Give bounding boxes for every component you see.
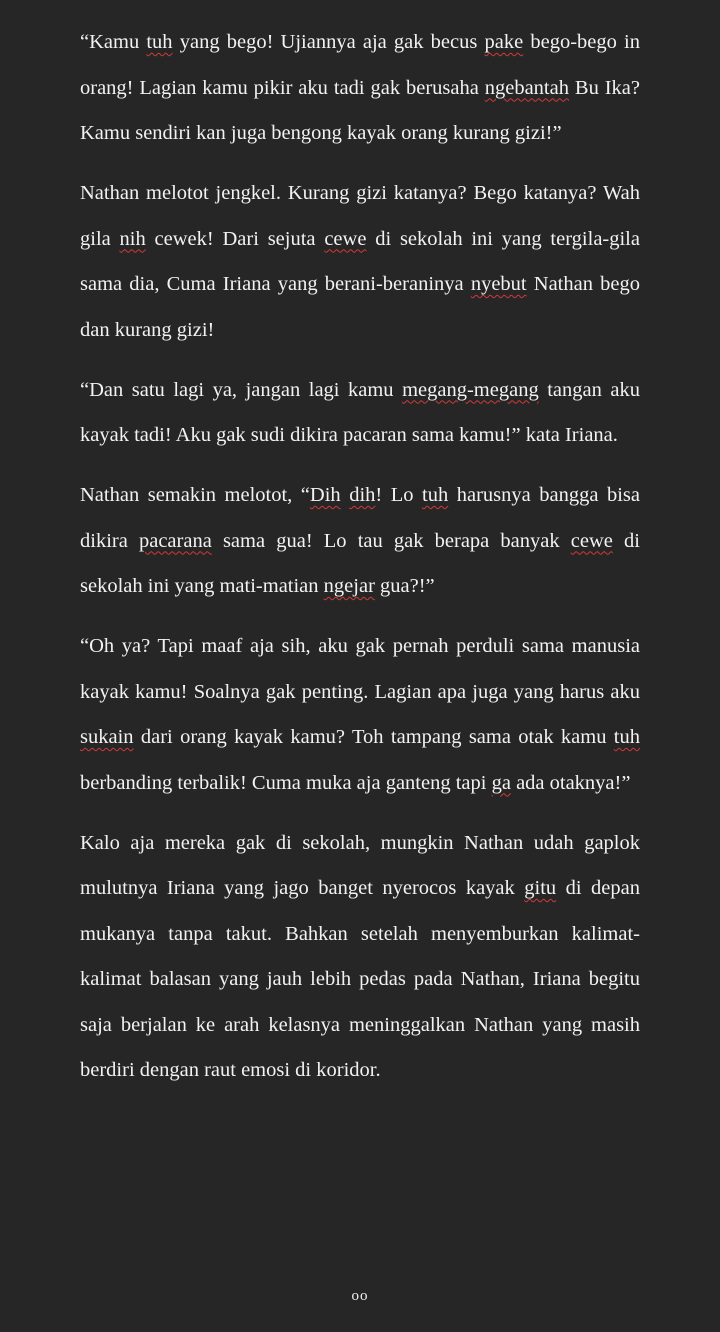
spellcheck-flagged-word: ngebantah: [484, 76, 569, 99]
spellcheck-flagged-word: gitu: [524, 877, 557, 899]
text-run: Nathan semakin melotot, “: [80, 484, 310, 506]
text-run: di depan mukanya tanpa takut. Bahkan setelah menyemburkan kalimat-kalimat balasan yang jauh lebih pedas pada Nathan, Iriana begitu saja berjalan ke arah kelasnya meninggalkan Nathan yang masih berdiri dengan raut emosi di koridor.: [80, 877, 640, 1081]
spellcheck-flagged-word: tuh: [146, 31, 173, 53]
text-run: di sekolah ini yang mati-matian: [80, 529, 640, 597]
text-run: sama gua! Lo tau gak berapa banyak: [211, 529, 571, 552]
spellcheck-flagged-word: megang-megang: [402, 378, 539, 401]
spellcheck-flagged-word: tuh: [613, 726, 640, 748]
text-run: cewek! Dari sejuta: [145, 227, 325, 250]
paragraph: [80, 624, 640, 806]
paragraph: [80, 821, 640, 1094]
text-run: gua?!”: [374, 575, 435, 597]
text-run: harusnya bangga bisa dikira: [80, 484, 640, 552]
text-run: “Oh ya? Tapi maaf aja sih, aku gak pernah perduli sama manusia kayak kamu! Soalnya gak penting. Lagian apa juga yang harus aku: [80, 635, 640, 703]
spellcheck-flagged-word: cewe: [324, 227, 367, 250]
body-text: [80, 20, 640, 1094]
text-run: yang bego! Ujiannya aja gak becus: [172, 31, 485, 53]
text-run: “Dan satu lagi ya, jangan lagi kamu: [80, 378, 403, 401]
paragraph: [80, 473, 640, 610]
text-run: ! Lo: [375, 484, 423, 506]
section-break-ornament: oo: [351, 1288, 369, 1304]
text-run: bego-bego in orang! Lagian kamu pikir aku tadi gak berusaha: [80, 31, 640, 99]
text-run: [341, 484, 350, 506]
text-run: berbanding terbalik! Cuma muka aja ganteng tapi: [80, 771, 492, 794]
spellcheck-flagged-word: ga: [491, 771, 511, 794]
text-run: Bu Ika? Kamu sendiri kan juga bengong kayak orang kurang gizi!”: [80, 76, 640, 144]
spellcheck-flagged-word: pacarana: [138, 529, 212, 552]
spellcheck-flagged-word: tuh: [422, 484, 449, 506]
paragraph: [80, 368, 640, 459]
spellcheck-flagged-word: nih: [119, 227, 146, 250]
spellcheck-flagged-word: nyebut: [470, 273, 527, 295]
spellcheck-flagged-word: ngejar: [323, 575, 375, 597]
spellcheck-flagged-word: Dih: [309, 484, 341, 506]
text-run: Kalo aja mereka gak di sekolah, mungkin Nathan udah gaplok mulutnya Iriana yang jago banget nyerocos kayak: [80, 831, 640, 899]
text-run: Nathan melotot jengkel. Kurang gizi katanya? Bego katanya? Wah gila: [80, 182, 640, 250]
spellcheck-flagged-word: pake: [484, 31, 524, 53]
spellcheck-flagged-word: cewe: [570, 529, 613, 552]
paragraph: [80, 171, 640, 353]
text-run: dari orang kayak kamu? Toh tampang sama otak kamu: [133, 726, 614, 748]
text-run: di sekolah ini yang tergila-gila sama dia, Cuma Iriana yang berani-beraninya: [80, 227, 640, 295]
text-run: Nathan bego dan kurang gizi!: [80, 273, 640, 341]
spellcheck-flagged-word: dih: [349, 484, 376, 506]
paragraph: [80, 20, 640, 157]
text-run: “Kamu: [80, 31, 147, 53]
spellcheck-flagged-word: sukain: [80, 726, 134, 748]
text-run: tangan aku kayak tadi! Aku gak sudi dikira pacaran sama kamu!” kata Iriana.: [80, 378, 640, 446]
text-run: ada otaknya!”: [510, 771, 631, 794]
